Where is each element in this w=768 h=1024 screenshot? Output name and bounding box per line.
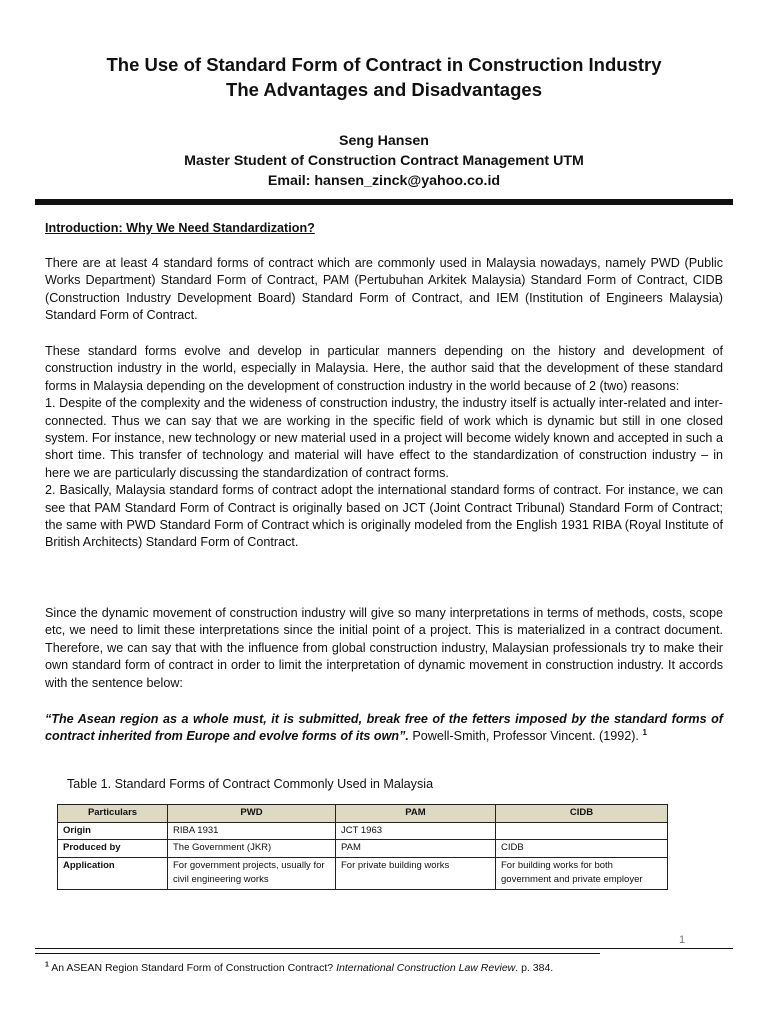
contract-forms-table [57,804,668,890]
section-heading: Introduction: Why We Need Standardization? [45,221,315,235]
paragraph-1: There are at least 4 standard forms of contract which are commonly used in Malaysia nowadays, namely PWD (Public Works Department) Standard Form of Contract, PAM (Pertubuhan Arkitek Malaysia) Standard Form of Contract, CIDB (Construction Industry Development Board) Standard Form of Contract, and IEM (Institution of Engineers Malaysia) Standard Form of Contract. [45,256,723,323]
table-cell: Origin [58,822,168,840]
table-row [58,840,668,858]
reason-1: 1. Despite of the complexity and the wideness of construction industry, the industry itself is actually inter-related and inter-connected. Thus we can say that we are working in the specific field of work which is dynamic but still in one closed system. For instance, new technology or new material used in a project will become widely known and accepted in such a short time. This transfer of technology and material will have effect to the standardization of construction industry – in here we are particularly discussing the standardization of contract forms. [45,396,723,480]
table-cell: The Government (JKR) [168,840,336,858]
table-cell [496,822,668,840]
page-number: 1 [679,934,686,946]
reason-2: 2. Basically, Malaysia standard forms of contract adopt the international standard forms of contract. For instance, we can see that PAM Standard Form of Contract is originally based on JCT (Joint Contract Tribunal) Standard Form of Contract; the same with PWD Standard Form of Contract which is originally modeled from the English 1931 RIBA (Royal Institute of British Architects) Standard Form of Contract. [45,483,723,550]
footnote [45,961,725,976]
header-divider [35,199,733,205]
footer-divider [35,948,733,949]
table-header-cell: CIDB [496,805,668,823]
table-cell: JCT 1963 [336,822,496,840]
quote-block [45,711,723,746]
table-cell: Produced by [58,840,168,858]
table-header-cell: Particulars [58,805,168,823]
table-caption: Table 1. Standard Forms of Contract Commonly Used in Malaysia [67,777,434,791]
table-cell: Application [58,857,168,889]
table-header-cell: PAM [336,805,496,823]
table-cell: PAM [336,840,496,858]
table-cell: For government projects, usually for civil engineering works [168,857,336,889]
footnote-number: 1 [45,961,49,969]
quote-text: “The Asean region as a whole must, it is submitted, break free of the fetters imposed by the standard forms of contract inherited from Europe and evolve forms of its own”. [45,712,723,744]
paper-title-line1: The Use of Standard Form of Contract in Construction Industry [106,54,662,75]
quote-footnote-ref: 1 [642,728,647,738]
table-cell: CIDB [496,840,668,858]
table-cell: For private building works [336,857,496,889]
paragraph-2 [45,343,723,552]
table-cell: RIBA 1931 [168,822,336,840]
table-header-cell: PWD [168,805,336,823]
author-email: Email: hansen_zinck@yahoo.co.id [267,173,501,189]
table-cell: For building works for both government and private employer [496,857,668,889]
author-affiliation: Master Student of Construction Contract Management UTM [184,153,584,169]
table-row [58,822,668,840]
footnote-text: An ASEAN Region Standard Form of Construction Contract? [48,962,337,974]
quote-attribution: Powell-Smith, Professor Vincent. (1992). [408,729,639,744]
author-name: Seng Hansen [339,133,429,149]
paragraph-3: Since the dynamic movement of construction industry will give so many interpretations in terms of methods, costs, scope etc, we need to limit these interpretations since the initial point of a project. This is materialized in a contract document. Therefore, we can say that with the influence from global construction industry, Malaysian professionals try to make their own standard form of contract in order to limit the interpretation of dynamic movement in construction industry. It accords with the sentence below: [45,606,723,690]
paper-title-line2: The Advantages and Disadvantages [226,79,542,100]
table-row [58,857,668,889]
footnote-page: . p. 384. [515,962,554,974]
paragraph-2-intro: These standard forms evolve and develop in particular manners depending on the history and development of construction industry in the world, especially in Malaysia. Here, the author said that the development of these standard forms in Malaysia depending on the development of construction industry in the world because of 2 (two) reasons: [45,344,723,393]
footnote-separator [35,953,600,954]
table-header-row [58,805,668,823]
footnote-source: International Construction Law Review [336,962,516,974]
